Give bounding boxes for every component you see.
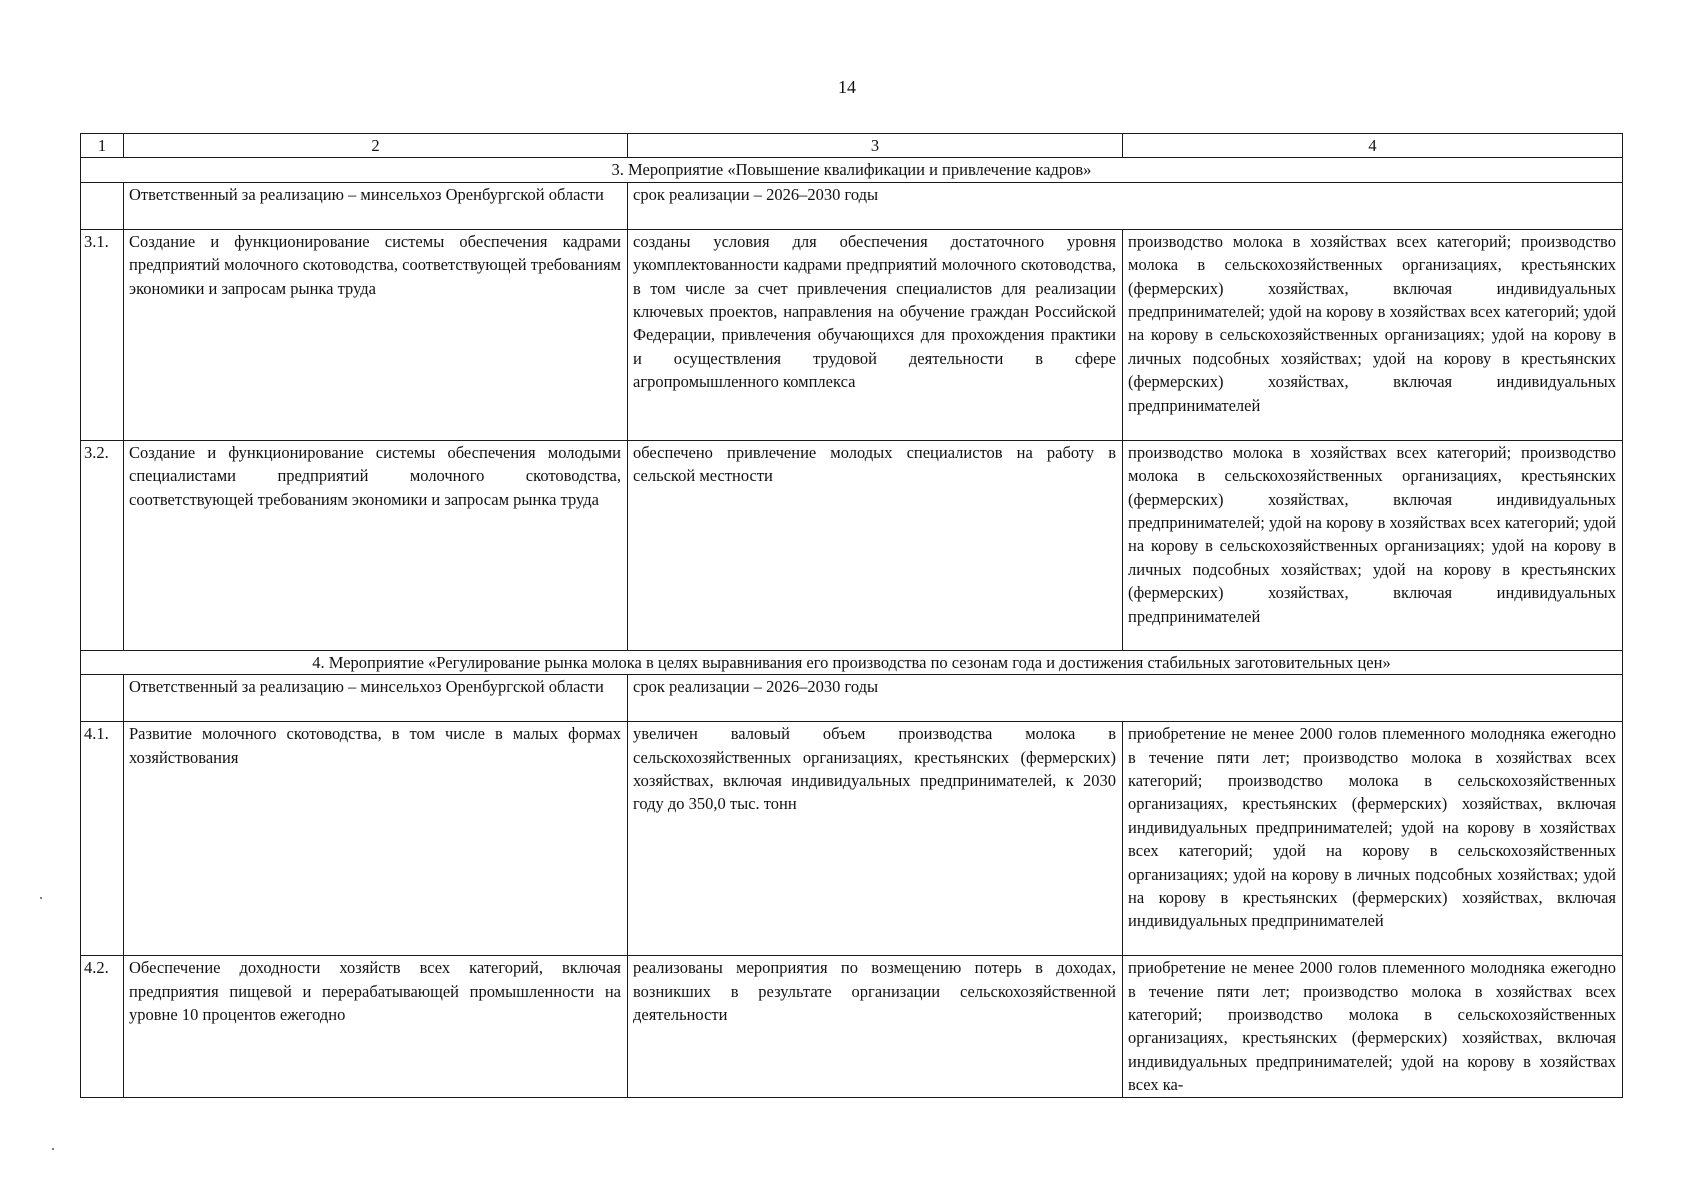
result-text: увеличен валовый объем производства молока в сельскохозяйственных организациях, крестьянских (фермерских) хозяйствах, включая индивидуальных предпринимателей, к 2030 году до 350,0 тыс. тонн [628, 722, 1123, 956]
scan-speck [40, 897, 42, 899]
responsible-text: Ответственный за реализацию – минсельхоз Оренбургской области [124, 182, 628, 229]
column-number: 2 [124, 134, 628, 158]
result-text: обеспечено привлечение молодых специалистов на работу в сельской местности [628, 440, 1123, 650]
scan-speck [52, 1148, 54, 1150]
row-number: 4.1. [81, 722, 124, 956]
task-text: Создание и функционирование системы обеспечения молодыми специалистами предприятий молочного скотоводства, соответствующей требованиям экономики и запросам рынка труда [124, 440, 628, 650]
table-row [81, 229, 1623, 440]
responsible-row [81, 675, 1623, 722]
section-title: 3. Мероприятие «Повышение квалификации и привлечение кадров» [81, 158, 1623, 182]
column-number: 4 [1123, 134, 1623, 158]
indicators-text: приобретение не менее 2000 голов племенного молодняка ежегодно в течение пяти лет; производство молока в хозяйствах всех категорий; производство молока в сельскохозяйственных организациях, крестьянских (фермерских) хозяйствах, включая индивидуальных предпринимателей; удой на корову в хозяйствах всех категорий; удой на корову в сельскохозяйственных организациях; удой на корову в личных подсобных хозяйствах; удой на корову в крестьянских (фермерских) хозяйствах, включая индивидуальных предпринимателей [1123, 722, 1623, 956]
page-number: 14 [838, 77, 856, 97]
task-text: Развитие молочного скотоводства, в том числе в малых формах хозяйствования [124, 722, 628, 956]
term-text: срок реализации – 2026–2030 годы [628, 182, 1623, 229]
result-text: созданы условия для обеспечения достаточного уровня укомплектованности кадрами предприятий молочного скотоводства, в том числе за счет привлечения специалистов для реализации ключевых проектов, направления на обучение граждан Российской Федерации, привлечения обучающихся для прохождения практики и осуществления трудовой деятельности в сфере агропромышленного комплекса [628, 229, 1123, 440]
table-row [81, 956, 1623, 1097]
section-title: 4. Мероприятие «Регулирование рынка молока в целях выравнивания его производства по сезонам года и достижения стабильных заготовительных цен» [81, 650, 1623, 674]
table-row [81, 722, 1623, 956]
row-number: 3.1. [81, 229, 124, 440]
section-title-row [81, 158, 1623, 182]
responsible-row [81, 182, 1623, 229]
indicators-text: производство молока в хозяйствах всех категорий; производство молока в сельскохозяйственных организациях, крестьянских (фермерских) хозяйствах, включая индивидуальных предпринимателей; удой на корову в хозяйствах всех категорий; удой на корову в сельскохозяйственных организациях; удой на корову в личных подсобных хозяйствах; удой на корову в крестьянских (фермерских) хозяйствах, включая индивидуальных предпринимателей [1123, 229, 1623, 440]
section-title-row [81, 650, 1623, 674]
table-row [81, 440, 1623, 650]
column-number: 1 [81, 134, 124, 158]
indicators-text: приобретение не менее 2000 голов племенного молодняка ежегодно в течение пяти лет; производство молока в хозяйствах всех категорий; производство молока в сельскохозяйственных организациях, крестьянских (фермерских) хозяйствах, включая индивидуальных предпринимателей; удой на корову в хозяйствах всех ка- [1123, 956, 1623, 1097]
column-number-row [81, 134, 1623, 158]
responsible-text: Ответственный за реализацию – минсельхоз Оренбургской области [124, 675, 628, 722]
column-number: 3 [628, 134, 1123, 158]
measures-table [80, 133, 1623, 1098]
row-number: 3.2. [81, 440, 124, 650]
row-number: 4.2. [81, 956, 124, 1097]
result-text: реализованы мероприятия по возмещению потерь в доходах, возникших в результате организации сельскохозяйственной деятельности [628, 956, 1123, 1097]
indicators-text: производство молока в хозяйствах всех категорий; производство молока в сельскохозяйственных организациях, крестьянских (фермерских) хозяйствах, включая индивидуальных предпринимателей; удой на корову в хозяйствах всех категорий; удой на корову в сельскохозяйственных организациях; удой на корову в личных подсобных хозяйствах; удой на корову в крестьянских (фермерских) хозяйствах, включая индивидуальных предпринимателей [1123, 440, 1623, 650]
task-text: Обеспечение доходности хозяйств всех категорий, включая предприятия пищевой и перерабатывающей промышленности на уровне 10 процентов ежегодно [124, 956, 628, 1097]
empty-num-cell [81, 182, 124, 229]
empty-num-cell [81, 675, 124, 722]
task-text: Создание и функционирование системы обеспечения кадрами предприятий молочного скотоводства, соответствующей требованиям экономики и запросам рынка труда [124, 229, 628, 440]
term-text: срок реализации – 2026–2030 годы [628, 675, 1623, 722]
